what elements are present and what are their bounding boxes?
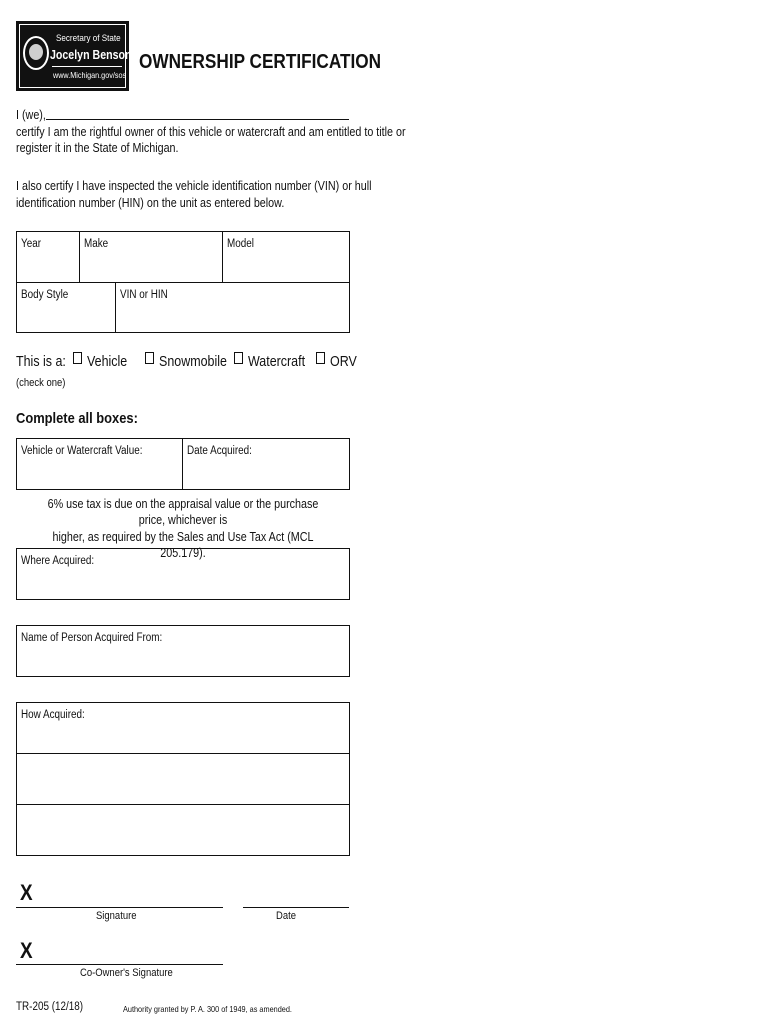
logo-url: www.Michigan.gov/sos <box>53 70 127 80</box>
co-signature-x-mark: X <box>20 938 33 963</box>
watercraft-checkbox[interactable] <box>234 352 243 364</box>
orv-checkbox[interactable] <box>316 352 325 364</box>
form-title: OWNERSHIP CERTIFICATION <box>139 51 382 73</box>
date-line[interactable] <box>243 907 349 908</box>
complete-heading: Complete all boxes: <box>16 410 138 427</box>
form-id: TR-205 (12/18) <box>16 1001 84 1013</box>
how-acquired-label: How Acquired: <box>21 709 85 721</box>
tax-note-line-1: 6% use tax is due on the appraisal value or the purchase price, whichever is <box>47 497 319 527</box>
logo-office: Secretary of State <box>56 33 121 44</box>
owner-prefix: I (we), <box>16 108 46 122</box>
signature-line[interactable] <box>16 907 223 908</box>
state-seal-icon <box>23 36 49 70</box>
co-signature-line[interactable] <box>16 964 223 965</box>
signature-x-mark: X <box>20 880 33 905</box>
model-field[interactable]: Model <box>227 238 254 250</box>
how-acquired-box[interactable] <box>16 702 350 856</box>
vin-hin-field[interactable]: VIN or HIN <box>120 289 168 301</box>
row-divider <box>17 753 349 754</box>
vehicle-value-field[interactable]: Vehicle or Watercraft Value: <box>21 445 143 457</box>
intro-line-2: register it in the State of Michigan. <box>16 141 179 155</box>
secretary-of-state-logo <box>16 21 132 91</box>
tax-note-line-2: higher, as required by the Sales and Use Tax Act (MCL 205.179). <box>52 530 314 560</box>
date-acquired-field[interactable]: Date Acquired: <box>187 445 252 457</box>
value-date-table <box>16 438 350 490</box>
authority-note: Authority granted by P. A. 300 of 1949, as amended. <box>123 1004 292 1014</box>
logo-name: Jocelyn Benson <box>50 48 132 62</box>
intro-line-1: certify I am the rightful owner of this vehicle or watercraft and am entitled to title or <box>16 125 406 139</box>
where-acquired-label: Where Acquired: <box>21 555 95 567</box>
col-divider <box>79 232 80 282</box>
year-field[interactable]: Year <box>21 238 41 250</box>
intro-line-4: identification number (HIN) on the unit as entered below. <box>16 196 285 210</box>
col-divider <box>182 439 183 489</box>
signature-label: Signature <box>96 910 137 922</box>
row-divider <box>17 804 349 805</box>
where-acquired-box[interactable] <box>16 548 350 600</box>
date-label: Date <box>276 910 296 922</box>
logo-divider <box>52 66 122 67</box>
snowmobile-option-label: Snowmobile <box>159 354 227 370</box>
acquired-from-label: Name of Person Acquired From: <box>21 632 163 644</box>
intro-line-3: I also certify I have inspected the vehicle identification number (VIN) or hull <box>16 179 372 193</box>
type-label: This is a: <box>16 354 66 370</box>
body-style-field[interactable]: Body Style <box>21 289 69 301</box>
orv-option-label: ORV <box>330 354 357 370</box>
co-signature-label: Co-Owner's Signature <box>80 967 173 979</box>
snowmobile-checkbox[interactable] <box>145 352 154 364</box>
vehicle-option-label: Vehicle <box>87 354 128 370</box>
type-hint: (check one) <box>16 377 66 389</box>
vehicle-info-table <box>16 231 350 333</box>
acquired-from-box[interactable] <box>16 625 350 677</box>
watercraft-option-label: Watercraft <box>248 354 306 370</box>
owner-name-line[interactable] <box>46 119 349 120</box>
col-divider <box>115 282 116 332</box>
make-field[interactable]: Make <box>84 238 109 250</box>
col-divider <box>222 232 223 282</box>
vehicle-checkbox[interactable] <box>73 352 82 364</box>
table-row-divider <box>17 282 349 283</box>
